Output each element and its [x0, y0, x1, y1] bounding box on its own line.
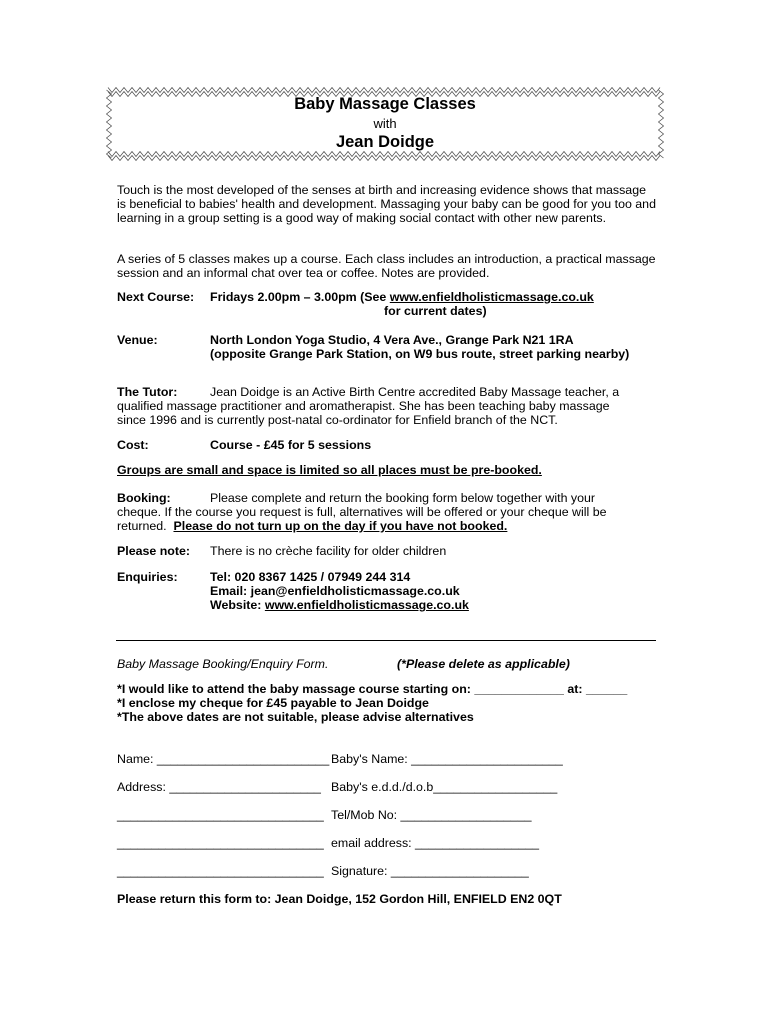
form-divider — [116, 640, 656, 641]
booking-line3 — [117, 519, 507, 533]
tutor-line2: qualified massage practitioner and aromatherapist. She has been teaching baby massage — [117, 399, 610, 413]
groups-notice: Groups are small and space is limited so all places must be pre-booked. — [117, 463, 542, 477]
form-address-field[interactable]: Address: ______________________ — [117, 780, 321, 794]
form-baby-name-field[interactable]: Baby's Name: ______________________ — [331, 752, 563, 766]
venue-label: Venue: — [117, 333, 158, 347]
tutor-label: The Tutor: — [117, 385, 178, 399]
please-note-label: Please note: — [117, 544, 190, 558]
booking-line2: cheque. If the course you request is full, alternatives will be offered or your cheque will be — [117, 505, 607, 519]
please-note-value: There is no crèche facility for older children — [210, 544, 447, 558]
tutor-name-heading: Jean Doidge — [335, 133, 435, 151]
tutor-line1: Jean Doidge is an Active Birth Centre accredited Baby Massage teacher, a — [210, 385, 620, 399]
next-course-line2: for current dates) — [384, 304, 487, 318]
form-baby-edd-field[interactable]: Baby's e.d.d./d.o.b__________________ — [331, 780, 558, 794]
form-tel-field[interactable]: Tel/Mob No: ___________________ — [331, 808, 532, 822]
form-return-address: Please return this form to: Jean Doidge, 152 Gordon Hill, ENFIELD EN2 0QT — [117, 892, 562, 906]
website-link[interactable]: www.enfieldholisticmassage.co.uk — [389, 290, 594, 304]
intro-paragraph-2: A series of 5 classes makes up a course. Each class includes an introduction, a practical massage session and an informal chat over tea or coffee. Notes are provided. — [117, 252, 656, 280]
cost-label: Cost: — [117, 438, 149, 452]
next-course-label: Next Course: — [117, 290, 195, 304]
form-option-alternatives: *The above dates are not suitable, please advise alternatives — [117, 710, 474, 724]
venue-line2: (opposite Grange Park Station, on W9 bus route, street parking nearby) — [210, 347, 630, 361]
form-address-line-3[interactable]: ______________________________ — [117, 836, 324, 850]
form-email-field[interactable]: email address: __________________ — [331, 836, 540, 850]
tutor-line3: since 1996 and is currently post-natal co-ordinator for Enfield branch of the NCT. — [117, 413, 558, 427]
next-course-time: Fridays 2.00pm – 3.00pm (See — [210, 290, 390, 304]
enquiries-email[interactable]: Email: jean@enfieldholisticmassage.co.uk — [210, 584, 460, 598]
intro-paragraph-1: Touch is the most developed of the senses at birth and increasing evidence shows that massage is beneficial to babies' health and development. Massaging your baby can be good for you too and learning in a group setting is a good way of making social contact with other new parents. — [117, 183, 656, 225]
booking-warning: Please do not turn up on the day if you have not booked. — [173, 519, 508, 533]
booking-line1: Please complete and return the booking form below together with your — [210, 491, 596, 505]
website-prefix: Website: — [210, 598, 265, 612]
form-title: Baby Massage Booking/Enquiry Form. — [117, 657, 329, 671]
page-title: Baby Massage Classes — [294, 95, 476, 113]
title-with: with — [373, 116, 397, 131]
enquiries-label: Enquiries: — [117, 570, 178, 584]
booking-label: Booking: — [117, 491, 171, 505]
enquiries-tel: Tel: 020 8367 1425 / 07949 244 314 — [210, 570, 411, 584]
cost-value: Course - £45 for 5 sessions — [210, 438, 372, 452]
next-course-value — [210, 290, 594, 304]
venue-line1: North London Yoga Studio, 4 Vera Ave., Grange Park N21 1RA — [210, 333, 574, 347]
form-name-field[interactable]: Name: _________________________ — [117, 752, 330, 766]
form-address-line-4[interactable]: ______________________________ — [117, 864, 324, 878]
zigzag-border-line — [108, 88, 660, 93]
website-link-2[interactable]: www.enfieldholisticmassage.co.uk — [264, 598, 469, 612]
form-signature-field[interactable]: Signature: ____________________ — [331, 864, 529, 878]
form-option-attend: *I would like to attend the baby massage course starting on: _____________ at: ______ — [117, 682, 628, 696]
enquiries-website — [210, 598, 469, 612]
booking-line3-text: returned. — [117, 519, 174, 533]
form-delete-note: (*Please delete as applicable) — [397, 657, 570, 671]
form-address-line-2[interactable]: ______________________________ — [117, 808, 324, 822]
zigzag-border-line — [108, 152, 660, 157]
form-option-cheque: *I enclose my cheque for £45 payable to Jean Doidge — [117, 696, 429, 710]
